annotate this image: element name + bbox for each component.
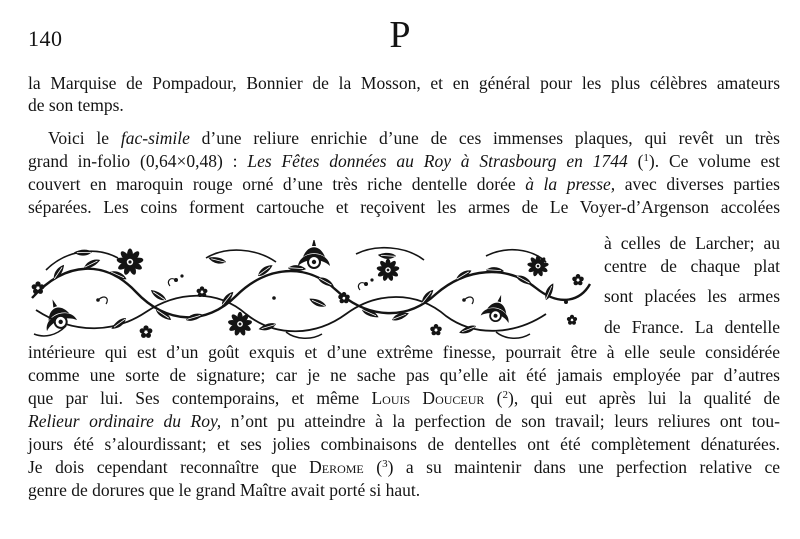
- text-line: Voici le fac-simile d’une reliure enrichie d’une de ces immenses plaques, qui revêt un très: [48, 128, 780, 148]
- text-line: grand in-folio (0,64×0,48) : Les Fêtes données au Roy à Strasbourg en 1744 ($^1$). Ce volume est: [28, 151, 780, 171]
- text-line: centre de chaque plat: [604, 256, 780, 276]
- text-line: comme une sorte de signature; car je ne sache pas qu’elle ait été jamais employée par d’autres: [28, 365, 780, 385]
- text-line: Je dois cependant reconnaître que Derome ($^3$) a su maintenir dans une perfection relative ce: [28, 457, 780, 477]
- text-line: de son temps.: [28, 95, 124, 115]
- text-line: genre de dorures que le grand Maître avait porté si haut.: [28, 480, 421, 500]
- text-line: couvert en maroquin rouge orné d’une très riche dentelle dorée à la presse, avec diverses parties: [28, 174, 780, 194]
- text-line: jours été s’alourdissant; et ses jolies combinaisons de dentelles ont été complètement dénaturées.: [28, 434, 780, 454]
- book-title: Les Fêtes données au Roy à Strasbourg en 1744: [247, 151, 628, 171]
- page-number: 140: [28, 26, 63, 51]
- text-line: sont placées les armes: [604, 286, 780, 306]
- text-line: séparées. Les coins forment cartouche et reçoivent les armes de Le Voyer-d’Argenson accolées: [28, 197, 780, 217]
- text-line: que par lui. Ses contemporains, et même Louis Douceur ($^2$), qui eut après lui la qualité de: [28, 388, 781, 408]
- floral-ornament-image: [26, 240, 594, 344]
- author-name: Derome: [309, 457, 364, 477]
- footnote-ref[interactable]: 2: [502, 389, 509, 401]
- text-line: de France. La dentelle: [604, 317, 780, 337]
- footnote-ref[interactable]: 3: [382, 458, 388, 470]
- text-line: intérieure qui est d’un goût exquis et d’une extrême finesse, pourrait être à elle seule considérée: [28, 342, 780, 362]
- author-name: Louis Douceur: [371, 388, 485, 408]
- section-letter: P: [389, 14, 411, 56]
- text-line: la Marquise de Pompadour, Bonnier de la Mosson, et en général pour les plus célèbres amateurs: [28, 73, 780, 93]
- footnote-ref[interactable]: 1: [643, 152, 649, 164]
- text-line: Relieur ordinaire du Roy, n’ont pu atteindre à la perfection de son travail; leurs reliures ont tou-: [28, 411, 780, 431]
- text-line: à celles de Larcher; au: [604, 233, 780, 253]
